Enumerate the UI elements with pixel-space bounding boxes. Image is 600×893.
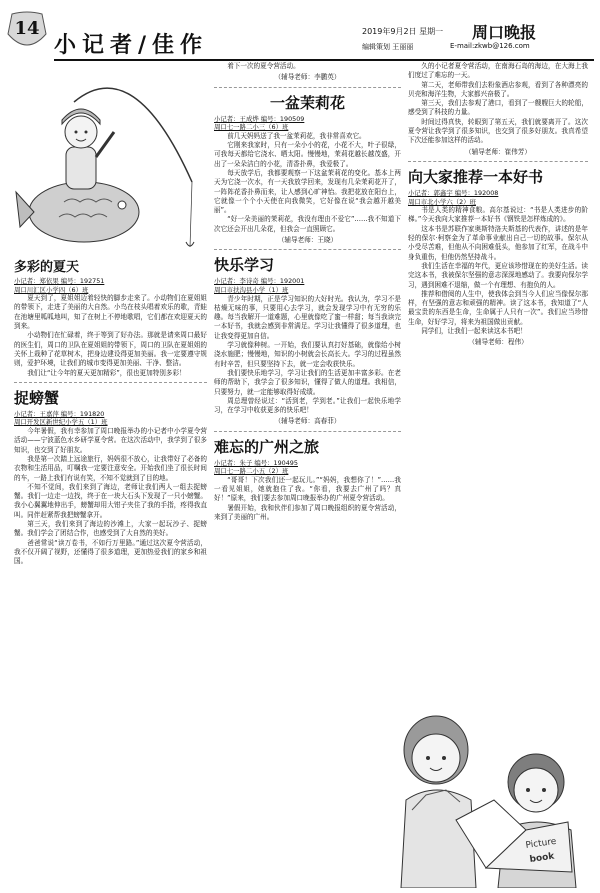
article-paragraph: 暑假开始，我和伙伴们参加了周口晚报组织的夏令营活动，来到了美丽的广州。 bbox=[214, 503, 401, 522]
article-paragraph: 爸爸常说“读万卷书，不如行万里路。”通过这次夏令营活动，我不仅开阔了视野，还懂得了很多道理，更加热爱我们的家乡和祖国。 bbox=[14, 538, 207, 566]
article-signature: （辅导老师：程伟） bbox=[468, 338, 528, 347]
column-1 bbox=[14, 62, 207, 887]
page-number: 14 bbox=[14, 18, 40, 39]
article-paragraph: 我们生活在幸福的年代，更应该珍惜现在的美好生活。读完这本书，我被保尔坚强的意志深深地感动了。我要向保尔学习，遇到困难不退缩，做一个有理想、有抱负的人。 bbox=[408, 261, 588, 289]
article-paragraph: 我们要快乐地学习，学习让我们的生活更加丰富多彩。在老师的帮助下，我学会了很多知识，懂得了做人的道理。我相信，只要努力，就一定能够取得好成绩。 bbox=[214, 368, 401, 396]
article-reporter: 小记者：郑依果 编号：192751 bbox=[14, 277, 105, 285]
svg-text:Picture: Picture bbox=[525, 836, 558, 851]
reading-children-illustration bbox=[376, 690, 594, 888]
svg-text:book: book bbox=[529, 851, 555, 865]
page-header bbox=[6, 10, 594, 62]
section-title: 小记者/佳作 bbox=[54, 32, 209, 58]
continuation-signature: （辅导老师：李鹏英） bbox=[274, 73, 341, 82]
article-reporter: 小记者：郭鑫宇 编号：192008 bbox=[408, 188, 499, 197]
article-school: 周口七一路二小三（6）班 bbox=[214, 123, 289, 132]
article-paragraph: 时间过得真快，转眼到了第五天，我们就要离开了。这次夏令营让我学到了很多知识，也交到了很多好朋友。我真希望下次还能参加这样的活动。 bbox=[408, 117, 588, 145]
article-reporter: 小记者：王成烨 编号：190509 bbox=[214, 114, 305, 123]
article-school: 周口开发区新世纪小学五（1）班 bbox=[14, 418, 108, 427]
article-school: 周口七一路二小五（2）班 bbox=[214, 467, 289, 476]
article-paragraph: 这本书是苏联作家奥斯特洛夫斯基的代表作，讲述的是年轻的保尔·柯察金为了革命事业献出自己一切的故事。保尔从小受尽苦难，但他从不向困难低头，他参加了红军，在战斗中身负重伤，但他仍然坚持战斗。 bbox=[408, 224, 588, 261]
article-school: 周口市扶沟县小学（1）班 bbox=[214, 285, 289, 294]
article-title: 快乐学习 bbox=[214, 256, 275, 275]
article-paragraph: 书是人类的精神食粮。高尔基说过：“书是人类进步的阶梯。”今天我向大家推荐一本好书《钢铁是怎样炼成的》。 bbox=[408, 206, 588, 224]
article-paragraph: 推荐和借阅的人生中，使我体会到当今人们应当像保尔那样，有坚强的意志和顽强的精神。读了这本书，我知道了“人最宝贵的东西是生命，生命属于人只有一次”。我们应当珍惜生命，好好学习，将来为祖国做出贡献。 bbox=[408, 289, 588, 326]
article-title: 多彩的夏天 bbox=[14, 260, 80, 275]
article-paragraph: 它刚来我家时，只有一朵小小的花，小花不大，叶子很绿，可我每天都给它浇水、晒太阳。慢慢地，茉莉花越长越茂盛，开出了一朵朵洁白的小花，清香扑鼻，我爱极了。 bbox=[214, 141, 401, 168]
article-signature: （辅导老师：王晓） bbox=[277, 236, 338, 245]
article-paragraph: 青少年时期，正是学习知识的大好时光。我认为，学习不是枯燥无味的事，只要用心去学习，就会发现学习中有无穷的乐趣。每当我解开一道难题，心里就像吃了蜜一样甜；每当我读完一本好书，我就会感到非常满足。学习让我懂得了很多道理，也让我变得更加自信。 bbox=[214, 294, 401, 340]
fishing-boy-illustration bbox=[14, 62, 199, 252]
article-paragraph: 第二天，老师带我们去粉象酒店参观，看到了各种漂亮的贝壳和海洋生物，大家都兴奋极了。 bbox=[408, 80, 588, 98]
article-paragraph: 学习就像种树。一开始，我们要认真打好基础，就像给小树浇水施肥；慢慢地，知识的小树就会长高长大。学习的过程虽然有时辛苦，但只要坚持下去，就一定会收获快乐。 bbox=[214, 341, 401, 368]
article-reporter: 小记者：朱子 编号：190495 bbox=[214, 458, 298, 467]
article-paragraph: 同学们，让我们一起来读这本书吧！ bbox=[421, 327, 527, 336]
divider bbox=[214, 87, 401, 88]
article-signature: （辅导老师：崔伟芳） bbox=[465, 147, 531, 156]
paper-name: 周口晚报 bbox=[472, 23, 537, 42]
article-paragraph: 第三天，我们来到了海边的沙滩上，大家一起玩沙子、捉螃蟹。我们学会了团结合作，也感受到了大自然的美好。 bbox=[14, 520, 207, 538]
divider bbox=[214, 249, 401, 250]
contact-email: E-mail:zkwb@126.com bbox=[450, 42, 530, 50]
article-paragraph: 久的小记者夏令营活动，在南海石岛的海边，在大海上我们度过了难忘的一天。 bbox=[408, 62, 588, 80]
header-rule bbox=[54, 59, 594, 61]
article-paragraph: 小动物们在忙碌着，终于等到了好办法。那就是请来周口最好的医生们，周口的卫队在夏姐姐的带领下，周口的卫队在夏姐姐的关怀上栽种了花草树木，把身边建设得更加美丽。我一定要遵守规则，爱护环境，让我们的城市变得更加美丽、干净、整洁。 bbox=[14, 331, 207, 368]
article-paragraph: “好一朵美丽的茉莉花，我没有理由不爱它”……我不知道下次它还会开出几朵花，但我会一直照顾它。 bbox=[214, 215, 401, 233]
article-title: 一盆茉莉花 bbox=[269, 93, 345, 112]
divider bbox=[14, 382, 207, 383]
article-paragraph: 周总理曾经说过：“活到老，学到老。”让我们一起快乐地学习，在学习中收获更多的快乐吧！ bbox=[214, 396, 401, 415]
article-paragraph: 今年暑假，我有幸参加了周口晚报举办的小记者中小学夏令营活动——宁波蓝色水乡研学夏令营。在这次活动中，我学到了很多知识，也交到了好朋友。 bbox=[14, 427, 207, 454]
article-paragraph: “哥哥！下次我们还一起玩儿。”“妈妈，我想你了！”……我一看见姐姐，她就抱住了我。“你看，我要去广州了吗？真好！”原来，我们要去参加周口晚报举办的广州夏令营活动。 bbox=[214, 475, 401, 503]
article-title: 难忘的广州之旅 bbox=[214, 437, 320, 456]
article-paragraph: 第三天，我们去参观了港口，看到了一艘艘巨大的轮船，感受到了科技的力量。 bbox=[408, 99, 588, 117]
continuation-line: 着下一次的夏令营活动。 bbox=[227, 62, 300, 70]
column-2 bbox=[214, 62, 401, 887]
article-paragraph: 前几天妈妈送了我一盆茉莉花，我非常喜欢它。 bbox=[227, 131, 366, 140]
article-title: 捉螃蟹 bbox=[14, 388, 60, 407]
editor-line: 编辑策划 王丽丽 bbox=[362, 43, 414, 51]
article-paragraph: 不知不觉间，我们来到了海边，老师让我们两人一组去捉螃蟹。我们一边走一边找，终于在一块大石头下发现了一只小螃蟹。我小心翼翼地伸出手，螃蟹却用大钳子夹住了我的手指，疼得我直叫。同伴赶紧帮我把螃蟹拿开。 bbox=[14, 482, 207, 519]
page-number-badge bbox=[6, 10, 48, 56]
article-school: 周口市北小学六（2）班 bbox=[408, 197, 476, 206]
article-paragraph: 我是第一次踏上远途旅行，妈妈很不放心，让我带好了必备的衣物和生活用品，叮嘱我一定要注意安全。开始我们坐了很长时间的车，一路上我们有说有笑，不知不觉就到了目的地。 bbox=[14, 454, 207, 482]
article-school: 周口川汇区小学四（6）班 bbox=[14, 285, 89, 294]
article-signature: （辅导老师：高春菲） bbox=[274, 417, 341, 426]
article-title: 向大家推荐一本好书 bbox=[408, 167, 544, 186]
article-paragraph: 我们让“让今年的夏天更加精彩”，很也更加特别多彩！ bbox=[27, 368, 186, 377]
divider bbox=[408, 161, 588, 162]
article-paragraph: 夏天到了，夏姐姐迈着轻快的脚步走来了。小动物们在夏姐姐的带领下，走进了美丽的大自然。小鸟在枝头唱着欢乐的歌，青蛙在池塘里呱呱地叫，知了在树上不停地歌唱，它们都在欢迎夏天的到来。 bbox=[14, 294, 207, 331]
article-reporter: 小记者：王嘉萍 编号：191820 bbox=[14, 409, 105, 418]
article-reporter: 小记者：李诗奇 编号：192001 bbox=[214, 277, 305, 286]
issue-date: 2019年9月2日 星期一 bbox=[362, 27, 444, 36]
article-paragraph: 每天放学后，我都要观察一下这盆茉莉花的变化。基本上两天为它浇一次水，有一天我放学回来，发现有几朵茉莉花开了，一阵阵花香扑鼻而来，让人感到心旷神怡。我把花放在阳台上，它就像一个个小天使在向我微笑，它好像在说“我会越开越美丽”。 bbox=[214, 168, 401, 215]
divider bbox=[214, 431, 401, 432]
